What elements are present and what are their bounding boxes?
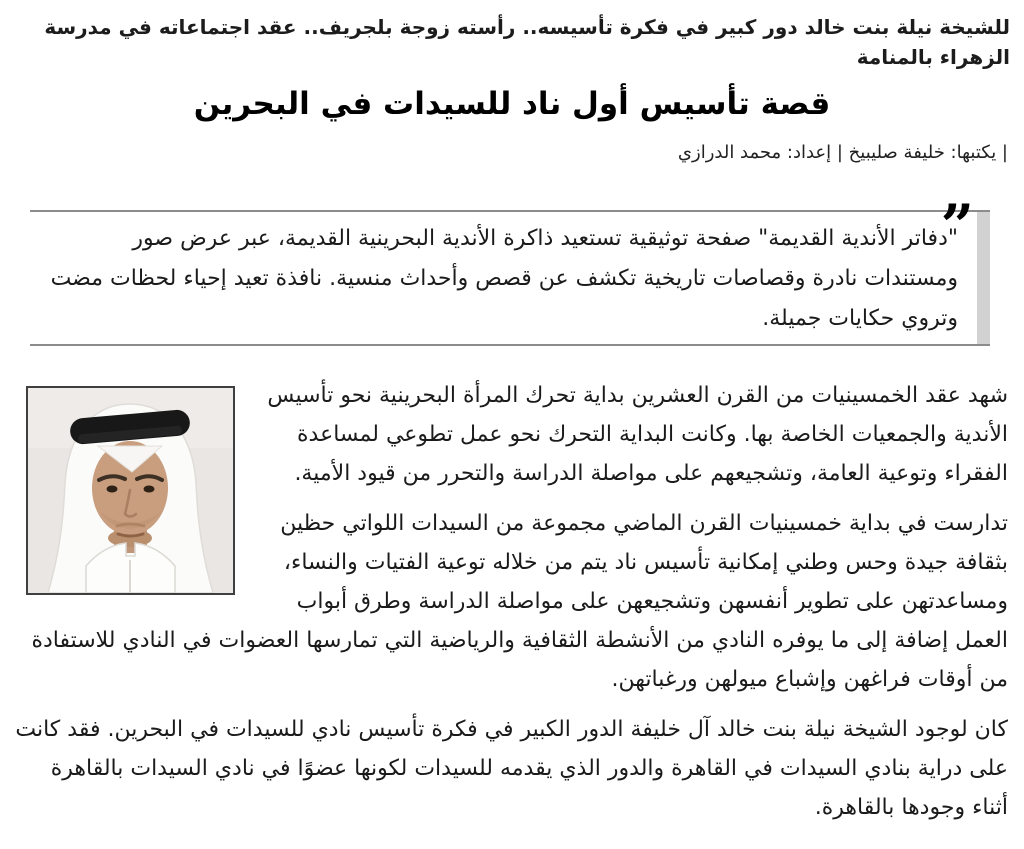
article-paragraph-2: تدارست في بداية خمسينيات القرن الماضي مجموعة من السيدات اللواتي حظين بثقافة جيدة وحس وطني إمكانية تأسيس ناد يتم من خلاله توعية الفتيات والنساء، ومساعدتهن على تطوير أنفسهن وتشجيعهن على مواصلة الدراسة وطرق أبواب العمل إضافة إلى ما يوفره النادي من الأنشطة الثقافية والرياضية التي تمارسها العضوات في النادي للاستفادة من أوقات فراغهن وإشباع ميولهن ورغباتهن. xyxy=(31,511,1008,692)
pull-quote-text: "دفاتر الأندية القديمة" صفحة توثيقية تستعيد ذاكرة الأندية البحرينية القديمة، عبر عرض صور ومستندات نادرة وقصاصات تاريخية تكشف عن قصص وأحداث منسية. نافذة تعيد إحياء لحظات مضت وتروي حكايات جميلة. xyxy=(50,226,958,331)
portrait-photo xyxy=(26,386,235,595)
portrait-photo-drawing xyxy=(28,388,233,593)
pull-quote-box xyxy=(30,192,990,346)
article-headline: قصة تأسيس أول ناد للسيدات في البحرين xyxy=(193,86,831,122)
article-kicker: للشيخة نيلة بنت خالد دور كبير في فكرة تأسيسه.. رأسته زوجة بلجريف.. عقد اجتماعاته في مدرسة الزهراء بالمنامة xyxy=(44,15,1010,69)
article-byline: | يكتبها: خليفة صليبيخ | إعداد: محمد الدرازي xyxy=(677,142,1008,163)
article-paragraph-3: كان لوجود الشيخة نيلة بنت خالد آل خليفة الدور الكبير في فكرة تأسيس نادي للسيدات في البحرين. فقد كانت على دراية بنادي السيدات في القاهرة والدور الذي يقدمه للسيدات لكونها عضوًا في نادي السيدات بالقاهرة أثناء وجودها بالقاهرة. xyxy=(15,717,1008,820)
quotation-mark-icon: ” xyxy=(940,192,974,260)
quote-side-bar xyxy=(977,212,990,344)
article-paragraph-1: شهد عقد الخمسينيات من القرن العشرين بداية تحرك المرأة البحرينية نحو تأسيس الأندية والجمعيات الخاصة بها. وكانت البداية التحرك نحو عمل تطوعي لمساعدة الفقراء وتوعية العامة، وتشجيعهم على مواصلة الدراسة والتحرر من قيود الأمية. xyxy=(267,383,1008,486)
article-body xyxy=(14,376,1008,827)
